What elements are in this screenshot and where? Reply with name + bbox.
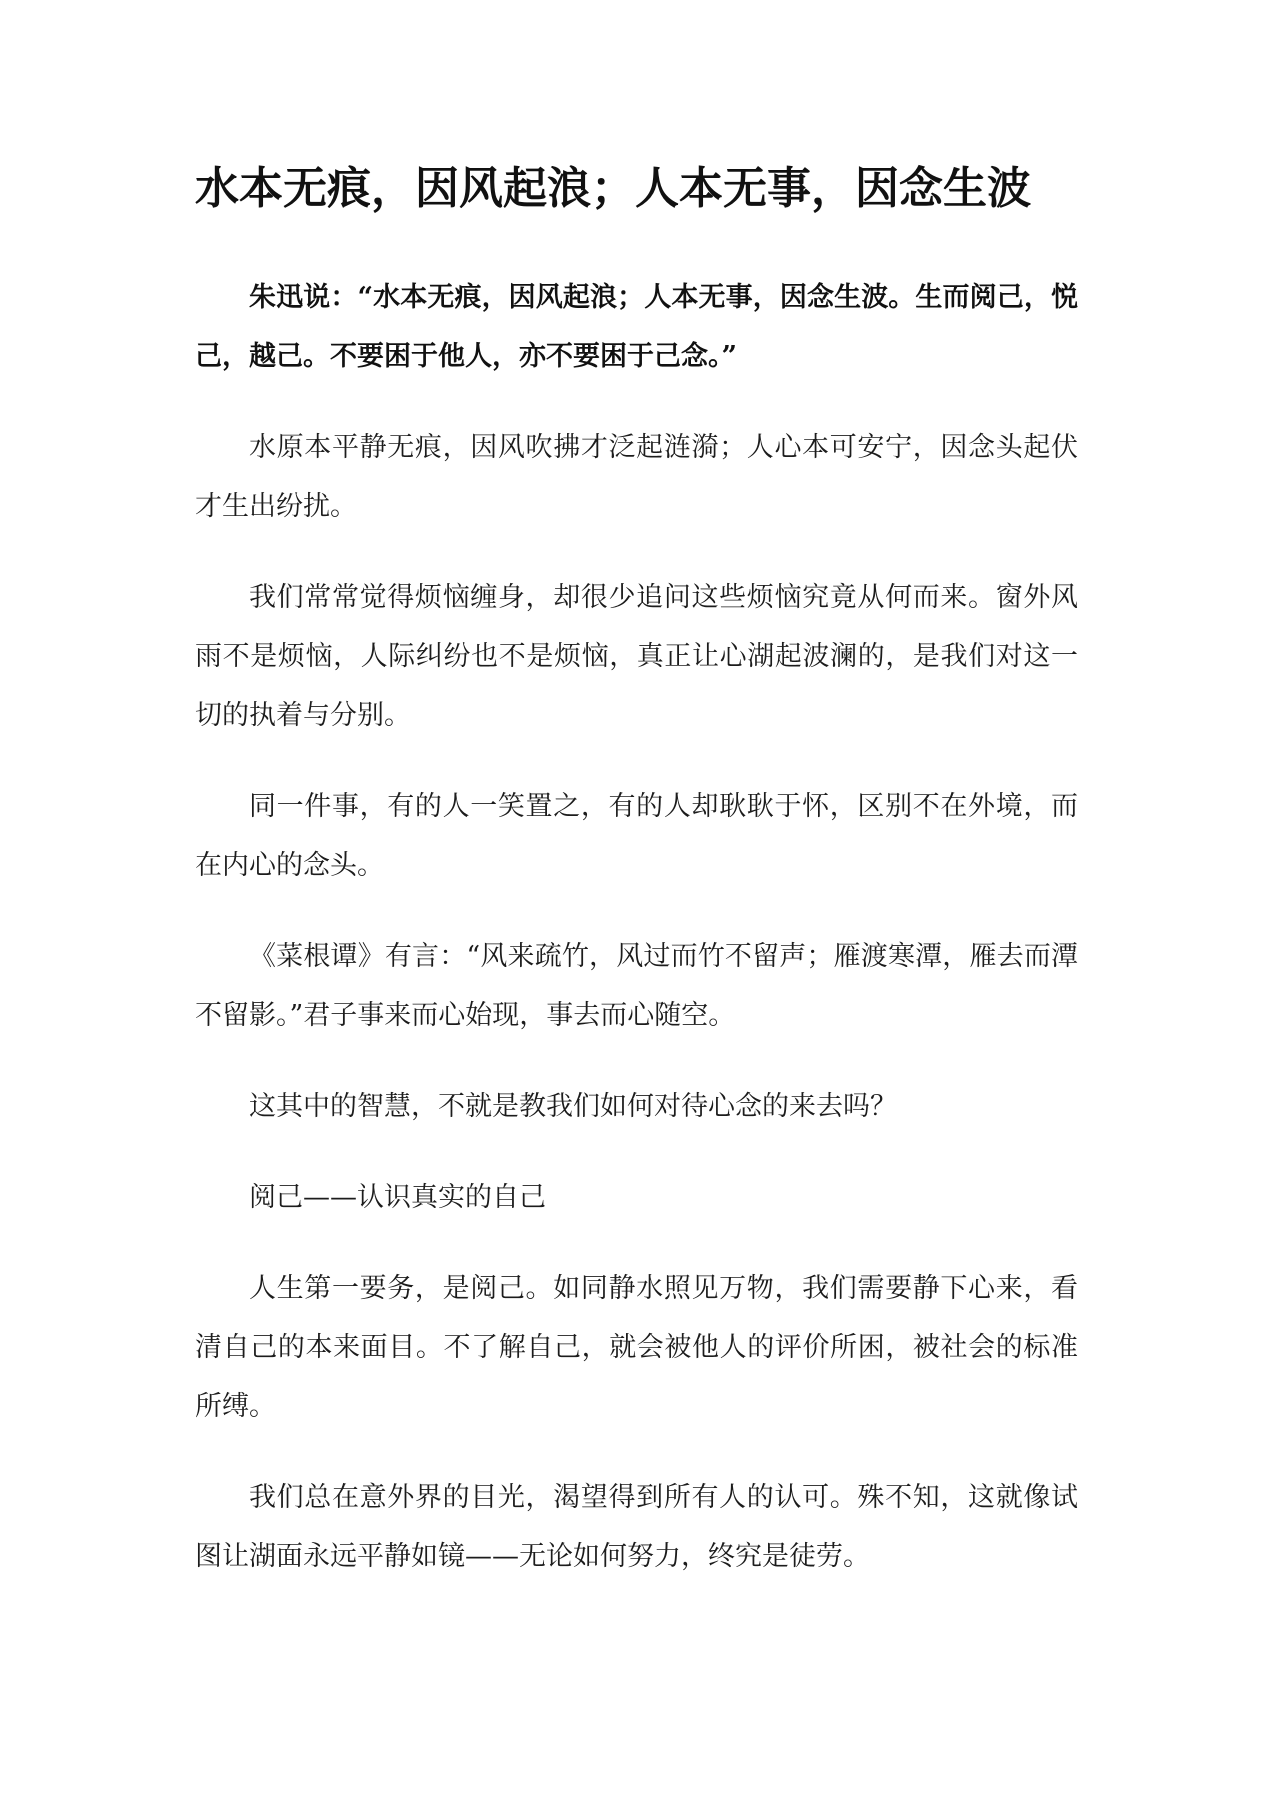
body-paragraph: 我们常常觉得烦恼缠身，却很少追问这些烦恼究竟从何而来。窗外风雨不是烦恼，人际纠纷也不是烦恼，真正让心湖起波澜的，是我们对这一切的执着与分别。 bbox=[195, 582, 1078, 731]
body-paragraph: 水原本平静无痕，因风吹拂才泛起涟漪；人心本可安宁，因念头起伏才生出纷扰。 bbox=[195, 432, 1078, 522]
section-heading: 阅己——认识真实的自己 bbox=[249, 1182, 546, 1213]
body-paragraph: 同一件事，有的人一笑置之，有的人却耿耿于怀，区别不在外境，而在内心的念头。 bbox=[195, 791, 1078, 881]
body-paragraph: 《菜根谭》有言：“风来疏竹，风过而竹不留声；雁渡寒潭，雁去而潭不留影。”君子事来而心始现，事去而心随空。 bbox=[195, 941, 1078, 1031]
body-paragraph: 这其中的智慧，不就是教我们如何对待心念的来去吗？ bbox=[249, 1091, 897, 1122]
quote-paragraph: 朱迅说：“水本无痕，因风起浪；人本无事，因念生波。生而阅己，悦己，越己。不要困于他人，亦不要困于己念。” bbox=[195, 282, 1078, 372]
article-title: 水本无痕，因风起浪；人本无事，因念生波 bbox=[195, 163, 1031, 214]
body-paragraph: 我们总在意外界的目光，渴望得到所有人的认可。殊不知，这就像试图让湖面永远平静如镜——无论如何努力，终究是徒劳。 bbox=[195, 1482, 1078, 1572]
body-paragraph: 人生第一要务，是阅己。如同静水照见万物，我们需要静下心来，看清自己的本来面目。不了解自己，就会被他人的评价所困，被社会的标准所缚。 bbox=[195, 1273, 1078, 1422]
